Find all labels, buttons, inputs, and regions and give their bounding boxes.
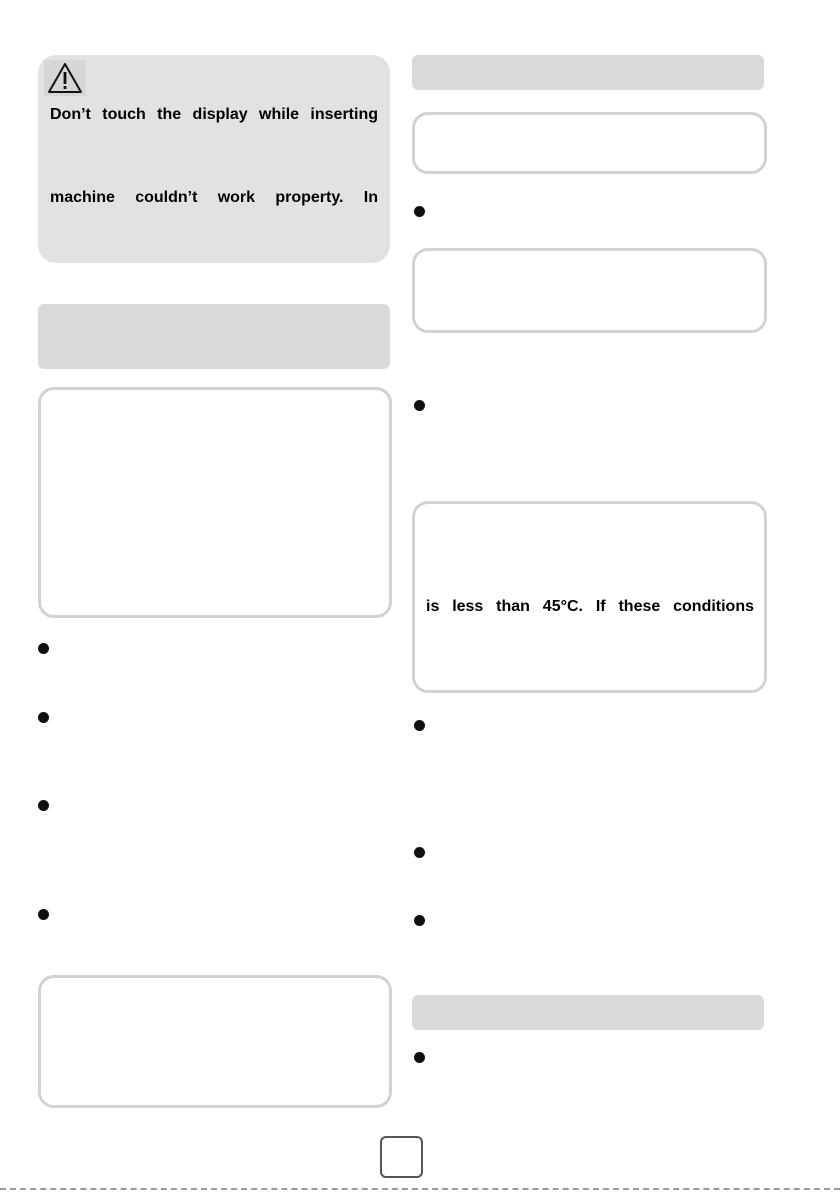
- note-box-left-1: [38, 387, 392, 618]
- note-box-right-3-text: is less than 45°C. If these conditions: [426, 598, 754, 615]
- warning-box: [38, 55, 390, 263]
- bullet-icon: [414, 847, 425, 858]
- note-box-left-2: [38, 975, 392, 1108]
- warning-triangle-icon: [44, 60, 86, 96]
- warning-icon-background: [44, 60, 86, 96]
- warning-text-line-1: Don’t touch the display while inserting: [50, 106, 378, 123]
- section-header-bar-right-bottom: [412, 995, 764, 1030]
- bullet-icon: [414, 720, 425, 731]
- bullet-icon: [38, 800, 49, 811]
- page-number-box: [380, 1136, 423, 1178]
- bullet-icon: [414, 915, 425, 926]
- bullet-icon: [414, 1052, 425, 1063]
- section-header-bar-left: [38, 304, 390, 369]
- bullet-icon: [38, 643, 49, 654]
- bullet-icon: [38, 712, 49, 723]
- warning-text-line-2: machine couldn’t work property. In: [50, 189, 378, 206]
- bullet-icon: [414, 206, 425, 217]
- note-box-right-1: [412, 112, 767, 174]
- section-header-bar-right-top: [412, 55, 764, 90]
- bullet-icon: [38, 909, 49, 920]
- page-edge-divider: [0, 1188, 840, 1190]
- bullet-icon: [414, 400, 425, 411]
- note-box-right-2: [412, 248, 767, 333]
